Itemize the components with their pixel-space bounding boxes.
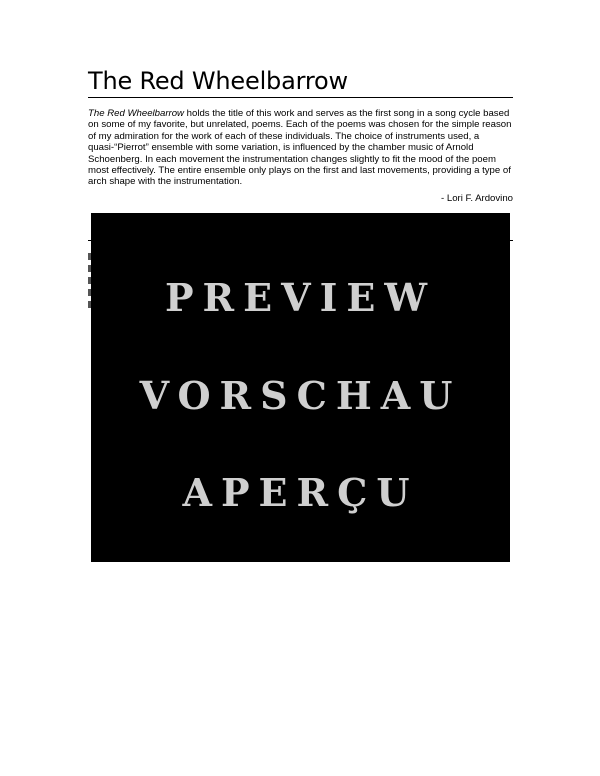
intro-work-title: The Red Wheelbarrow (88, 108, 184, 119)
watermark-apercu-text: APERÇU (182, 470, 419, 515)
title-divider (88, 97, 513, 98)
watermark-preview-text: PREVIEW (164, 275, 437, 320)
intro-paragraph (88, 108, 513, 188)
watermark-vorschau-text: VORSCHAU (139, 373, 462, 418)
preview-watermark (91, 213, 510, 562)
author-attribution: - Lori F. Ardovino (441, 193, 513, 204)
page-title: The Red Wheelbarrow (88, 67, 348, 95)
intro-body-text: holds the title of this work and serves as the first song in a song cycle based on some of my favorite, but unrelated, poems. Each of the poems was chosen for the simple reason of my admiration for the work of each of these individuals. The choice of instruments used, a quasi-“Pierrot” ensemble with some variation, is influenced by the chamber music of Arnold Schoenberg. In each movement the instrumentation changes slightly to fit the mood of the poem most effectively. The entire ensemble only plays on the first and last movements, providing a type of arch shape with the instrumentation. (88, 108, 512, 188)
